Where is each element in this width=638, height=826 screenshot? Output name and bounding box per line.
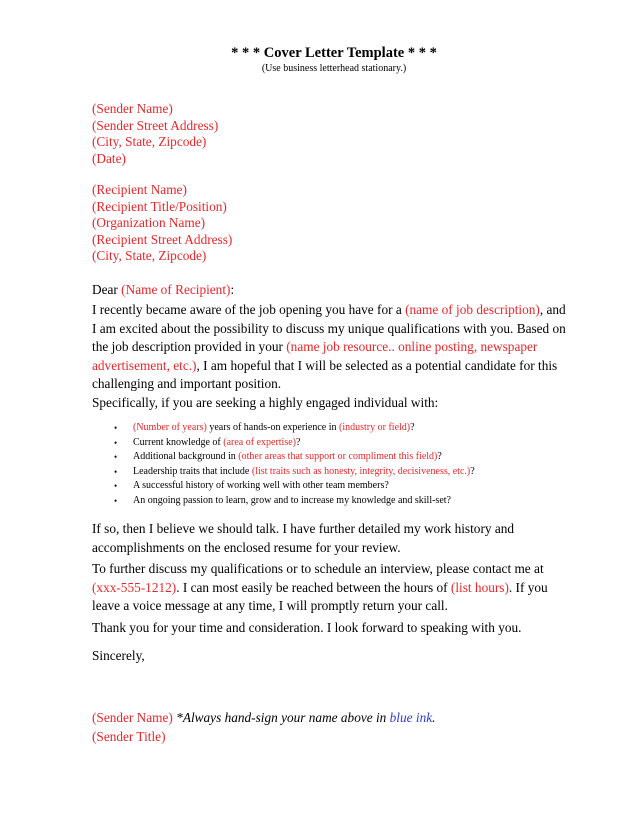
salutation [92, 282, 562, 299]
thanks-text: Thank you for your time and consideration. I look forward to speaking with you. [92, 620, 522, 635]
recipient-street: (Recipient Street Address) [92, 231, 233, 247]
bullet-icon: • [114, 466, 118, 477]
p1-text: I am excited about the possibility to discuss my unique qualifications with you. Based on [92, 320, 566, 336]
closing-text: Sincerely, [92, 648, 145, 663]
traits-placeholder: (list traits such as honesty, integrity, decisiveness, etc.) [251, 465, 471, 477]
recipient-city: (City, State, Zipcode) [92, 248, 207, 263]
list-item [114, 494, 534, 509]
salutation-recipient: (Name of Recipient) [121, 282, 231, 297]
industry-placeholder: (industry or field) [339, 422, 411, 433]
p3-text: To further discuss my qualifications or to schedule an interview, please contact me at [92, 561, 544, 576]
contact-paragraph [92, 560, 562, 616]
salutation-prefix: Dear [92, 282, 122, 297]
bullet-text: Additional background in [133, 451, 239, 463]
qualifications-list [114, 421, 534, 509]
page-title: * * * Cover Letter Template * * * [231, 45, 437, 61]
p1-text: I recently became aware of the job opening you have for a [92, 302, 406, 317]
years-placeholder: (Number of years) [133, 422, 207, 433]
bullet-text: Leadership traits that include [133, 465, 252, 477]
bullet-text: ? [296, 436, 301, 448]
sender-city: (City, State, Zipcode) [92, 134, 207, 149]
bullet-text: ? [437, 451, 442, 463]
letter-date: (Date) [92, 150, 126, 166]
background-placeholder: (other areas that support or compliment this field) [238, 451, 438, 463]
bullet-text: Current knowledge of [133, 436, 224, 448]
sender-name: (Sender Name) [92, 101, 173, 116]
list-item [114, 421, 534, 436]
signature-title: (Sender Title) [92, 728, 166, 744]
signature-note: . [432, 710, 436, 725]
bullet-icon: • [114, 452, 118, 463]
bullet-text: ? [410, 422, 415, 433]
recipient-organization: (Organization Name) [92, 215, 206, 230]
bullet-text: A successful history of working well with other team members? [133, 480, 389, 492]
p1-text: the job description provided in your [92, 339, 287, 354]
qualifications-intro [92, 395, 562, 412]
bullet-text: An ongoing passion to learn, grow and to increase my knowledge and skill-set? [133, 494, 451, 506]
recipient-block [92, 182, 562, 265]
bullet-icon: • [114, 437, 118, 448]
signature-name: (Sender Name) [92, 710, 173, 725]
p3-text: . If you [508, 579, 548, 595]
p2-text: accomplishments on the enclosed resume for your review. [92, 539, 401, 555]
signature-block [92, 709, 562, 746]
bullet-text: ? [470, 465, 475, 477]
job-resource-placeholder: (name job resource.. online posting, newspaper [286, 339, 538, 354]
p2-text: If so, then I believe we should talk. I have further detailed my work history and [92, 521, 515, 536]
job-description-placeholder: (name of job description) [405, 302, 540, 317]
intro-text: Specifically, if you are seeking a highly engaged individual with: [92, 395, 439, 410]
job-resource-placeholder: advertisement, etc.) [92, 357, 197, 373]
hours-placeholder: (list hours) [450, 579, 509, 595]
sender-street: (Sender Street Address) [92, 117, 219, 133]
p1-text: , I am hopeful that I will be selected as a potential candidate for this [196, 357, 558, 373]
closing [92, 648, 562, 665]
thanks-line [92, 620, 562, 637]
list-item [114, 450, 534, 465]
blue-ink-note: blue ink [389, 710, 433, 725]
salutation-suffix: : [230, 282, 235, 297]
recipient-name: (Recipient Name) [92, 182, 187, 197]
bullet-icon: • [114, 423, 118, 433]
list-item [114, 436, 534, 451]
bullet-icon: • [114, 481, 118, 492]
p1-text: challenging and important position. [92, 376, 282, 391]
opening-paragraph [92, 301, 566, 394]
list-item [114, 465, 534, 480]
bullet-text: years of hands-on experience in [206, 422, 340, 433]
page-subtitle: (Use business letterhead stationary.) [261, 63, 407, 74]
list-item [114, 479, 534, 494]
recipient-title: (Recipient Title/Position) [92, 198, 227, 214]
phone-placeholder: (xxx-555-1212) [92, 579, 177, 595]
signature-note: *Always hand-sign your name above in [172, 710, 390, 725]
p1-text: , and [539, 302, 566, 317]
sender-block [92, 101, 562, 167]
p3-text: leave a voice message at any time, I will promptly return your call. [92, 598, 448, 613]
expertise-placeholder: (area of expertise) [223, 436, 296, 448]
follow-up-paragraph [92, 520, 562, 557]
p3-text: . I can most easily be reached between the hours of [176, 579, 451, 595]
bullet-icon: • [114, 495, 118, 506]
